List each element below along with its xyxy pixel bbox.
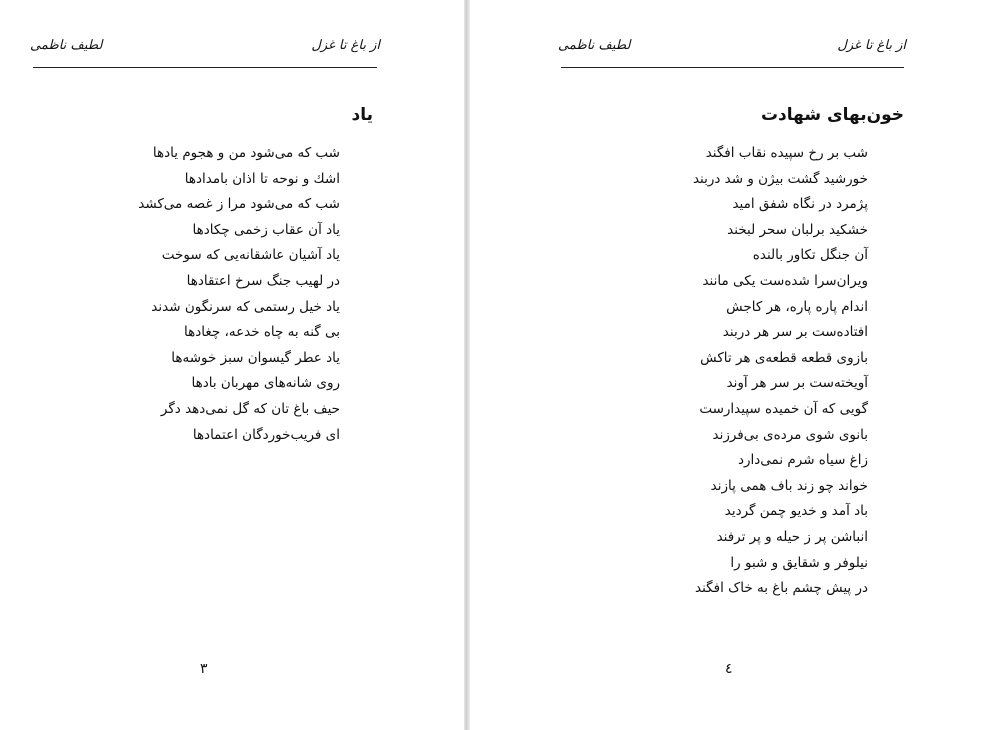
verse-line: آویخته‌ست بر سر هر آوند bbox=[726, 375, 868, 392]
poem-verses bbox=[693, 141, 868, 602]
verse-line: یاد آن عقاب زخمی چکادها bbox=[192, 221, 340, 238]
verse-line: روی شانه‌های مهربان بادها bbox=[191, 375, 340, 392]
verse-line: در لهیب جنگ سرخ اعتقادها bbox=[186, 272, 340, 289]
verse-line: باد آمد و خدیو چمن گردید bbox=[724, 503, 868, 520]
verse-line: بازوی قطعه قطعه‌ی هر تاکش bbox=[700, 349, 868, 366]
verse-line: افتاده‌ست بر سر هر دربند bbox=[722, 324, 868, 341]
verse-line: انباشن پر ز حیله و پر ترفند bbox=[716, 528, 868, 545]
page-number: ۳ bbox=[200, 661, 208, 677]
verse-line: خواند چو زند باف همی پازند bbox=[710, 477, 868, 494]
verse-line: شب بر رخ سپیده نقاب افگند bbox=[705, 145, 868, 161]
verse-line: یاد آشیان عاشقانه‌یی که سوخت bbox=[161, 247, 340, 264]
verse-line: خورشید گشت بیژن و شد دربند bbox=[692, 170, 868, 187]
verse-line: اشك و نوحه تا اذان بامدادها bbox=[184, 170, 340, 187]
verse-line: زاغ سیاه شرم نمی‌دارد bbox=[738, 452, 868, 469]
verse-line: پژمرد در نگاه شفق امید bbox=[732, 196, 868, 213]
verse-line: ای فریب‌خوردگان اعتمادها bbox=[192, 426, 340, 443]
poem-title: یاد bbox=[351, 105, 373, 125]
running-header-author: لطیف ناظمی bbox=[30, 38, 103, 53]
verse-line: یاد خیل رستمی که سرنگون شدند bbox=[151, 298, 340, 315]
running-header-author: لطیف ناظمی bbox=[558, 38, 631, 53]
right-page bbox=[470, 0, 992, 730]
verse-line: ویران‌سرا شده‌ست یکی مانند bbox=[702, 272, 868, 289]
poem-verses bbox=[138, 141, 340, 448]
poem-title: خون‌بهای شهادت bbox=[760, 105, 904, 125]
verse-line: شب که می‌شود مرا ز غصه می‌کشد bbox=[138, 196, 340, 213]
verse-line: یاد عطر گیسوان سبز خوشه‌ها bbox=[171, 349, 340, 366]
verse-line: شب که می‌شود من و هجوم یادها bbox=[152, 145, 340, 161]
verse-line: آن جنگل تکاور بالنده bbox=[752, 247, 868, 264]
verse-line: خشکید برلبان سحر لبخند bbox=[727, 221, 868, 238]
verse-line: بانوی شوی مرده‌ی بی‌فرزند bbox=[712, 426, 868, 443]
verse-line: در پیش چشم باغ به خاک افگند bbox=[695, 580, 868, 597]
running-header-title: از باغ تا غزل bbox=[311, 38, 380, 53]
left-page bbox=[0, 0, 464, 730]
verse-line: اندام پاره پاره، هر کاجش bbox=[726, 298, 868, 315]
verse-line: حیف باغ تان که گل نمی‌دهد دگر bbox=[160, 400, 340, 417]
header-rule bbox=[561, 67, 904, 68]
verse-line: بی گنه به چاه خدعه، چغادها bbox=[183, 324, 340, 341]
verse-line: نیلوفر و شقایق و شبو را bbox=[730, 554, 868, 571]
running-header-title: از باغ تا غزل bbox=[837, 38, 906, 53]
header-rule bbox=[33, 67, 377, 68]
verse-line: گویی که آن خمیده سپیدارست bbox=[699, 400, 868, 417]
page-number: ٤ bbox=[725, 661, 733, 677]
